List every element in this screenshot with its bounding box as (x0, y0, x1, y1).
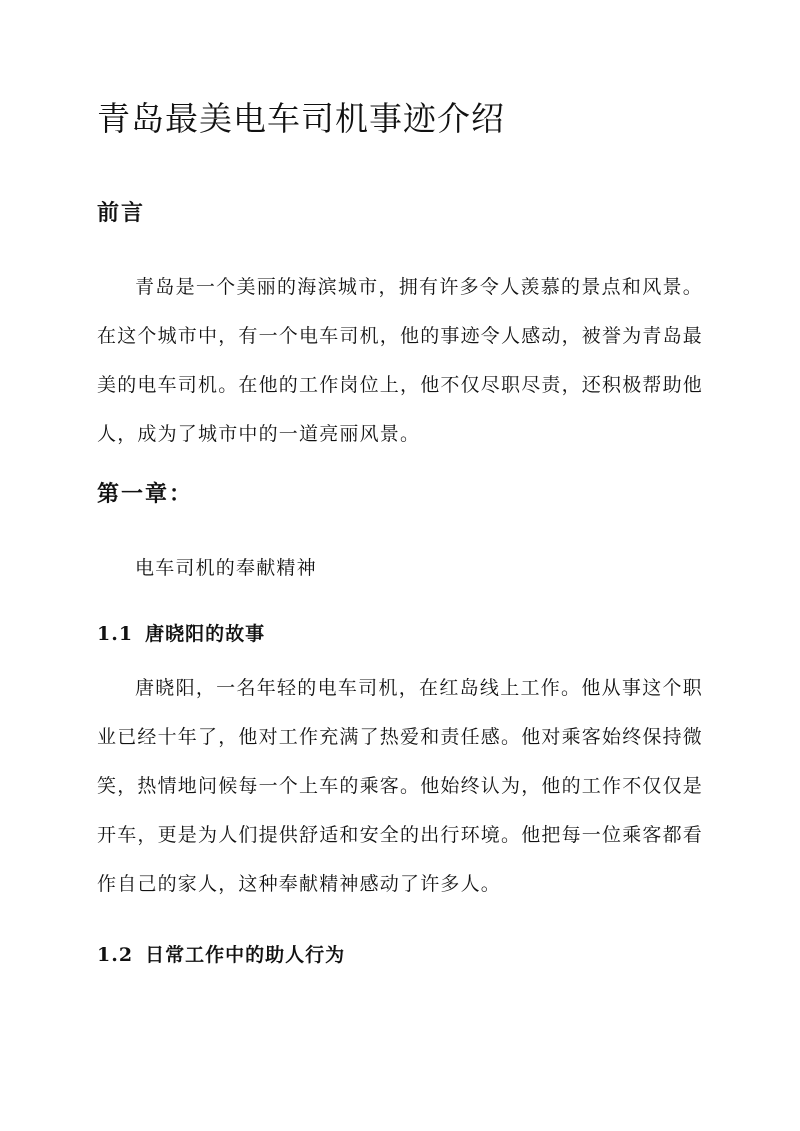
document-title: 青岛最美电车司机事迹介绍 (97, 99, 505, 138)
section-1-2-title: 日常工作中的助人行为 (145, 944, 346, 966)
section-1-1-title: 唐晓阳的故事 (145, 623, 266, 645)
chapter-1-subtitle: 电车司机的奉献精神 (135, 557, 317, 579)
chapter-1-heading: 第一章： (97, 481, 194, 507)
preface-paragraph: 青岛是一个美丽的海滨城市，拥有许多令人羡慕的景点和风景。在这个城市中，有一个电车司机，他的事迹令人感动，被誉为青岛最美的电车司机。在他的工作岗位上，他不仅尽职尽责，还积极帮助他人，成为了城市中的一道亮丽风景。 (97, 276, 704, 445)
section-1-2-number: 1.2 (97, 944, 134, 966)
preface-heading: 前言 (97, 200, 146, 226)
section-1-2-heading (97, 940, 345, 967)
section-1-1-number: 1.1 (97, 623, 134, 645)
section-1-1-heading (97, 619, 265, 646)
section-1-1-paragraph: 唐晓阳，一名年轻的电车司机，在红岛线上工作。他从事这个职业已经十年了，他对工作充满了热爱和责任感。他对乘客始终保持微笑，热情地问候每一个上车的乘客。他始终认为，他的工作不仅仅是开车，更是为人们提供舒适和安全的出行环境。他把每一位乘客都看作自己的家人，这种奉献精神感动了许多人。 (97, 677, 704, 895)
